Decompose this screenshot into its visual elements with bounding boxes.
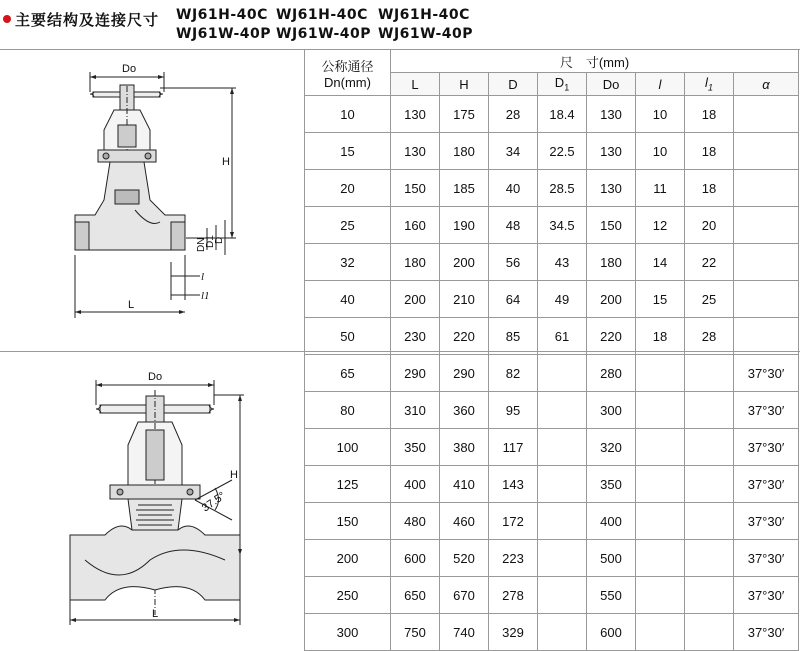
cell-alpha (734, 96, 799, 133)
cell-l1: 18 (685, 133, 734, 170)
cell-alpha: 37°30′ (734, 577, 799, 614)
cell-L: 230 (391, 318, 440, 355)
cell-l: 14 (636, 244, 685, 281)
cell-D: 143 (489, 466, 538, 503)
cell-dn: 50 (305, 318, 391, 355)
col-header-l1: $l_1$ (685, 73, 734, 96)
cell-alpha (734, 133, 799, 170)
cell-H: 460 (440, 503, 489, 540)
cell-dn: 25 (305, 207, 391, 244)
cell-Do: 220 (587, 318, 636, 355)
cell-D: 48 (489, 207, 538, 244)
cell-L: 130 (391, 133, 440, 170)
cell-l1 (685, 503, 734, 540)
cell-L: 130 (391, 96, 440, 133)
cell-Do: 130 (587, 133, 636, 170)
cell-D: 64 (489, 281, 538, 318)
cell-Do: 180 (587, 244, 636, 281)
cell-alpha: 37°30′ (734, 466, 799, 503)
cell-D1: 28.5 (538, 170, 587, 207)
size-header: 尺 寸(mm) (391, 50, 799, 73)
table-row (305, 170, 799, 207)
table-row (305, 429, 799, 466)
cell-L: 200 (391, 281, 440, 318)
dn-unit: Dn(mm) (324, 74, 371, 90)
cell-dn: 250 (305, 577, 391, 614)
cell-dn: 40 (305, 281, 391, 318)
cell-alpha: 37°30′ (734, 614, 799, 651)
cell-D: 172 (489, 503, 538, 540)
cell-H: 190 (440, 207, 489, 244)
dim-label-l: l (201, 271, 205, 283)
cell-alpha: 37°30′ (734, 429, 799, 466)
cell-dn: 125 (305, 466, 391, 503)
cell-l: 10 (636, 96, 685, 133)
cell-alpha: 37°30′ (734, 355, 799, 392)
cell-D1 (538, 392, 587, 429)
cell-D: 34 (489, 133, 538, 170)
cell-H: 185 (440, 170, 489, 207)
cell-D1: 18.4 (538, 96, 587, 133)
cell-l1: 18 (685, 96, 734, 133)
cell-l (636, 429, 685, 466)
model-code: WJ61H-40C (276, 7, 368, 23)
cell-L: 650 (391, 577, 440, 614)
cell-D1: 34.5 (538, 207, 587, 244)
table-row (305, 355, 799, 392)
dim-label-l-length: L (128, 299, 135, 311)
cell-D: 40 (489, 170, 538, 207)
cell-D: 278 (489, 577, 538, 614)
dim-label-l-large: L (152, 608, 159, 620)
cell-L: 310 (391, 392, 440, 429)
model-code: WJ61H-40C (378, 7, 470, 23)
cell-D: 223 (489, 540, 538, 577)
cell-l1: 25 (685, 281, 734, 318)
cell-D1 (538, 614, 587, 651)
cell-l1 (685, 429, 734, 466)
col-header-H: H (440, 73, 489, 96)
cell-D1: 43 (538, 244, 587, 281)
cell-L: 480 (391, 503, 440, 540)
cell-Do: 130 (587, 170, 636, 207)
cell-H: 220 (440, 318, 489, 355)
cell-Do: 280 (587, 355, 636, 392)
cell-H: 180 (440, 133, 489, 170)
cell-Do: 150 (587, 207, 636, 244)
cell-D1 (538, 355, 587, 392)
table-row (305, 503, 799, 540)
cell-l: 10 (636, 133, 685, 170)
cell-alpha (734, 170, 799, 207)
cell-l: 11 (636, 170, 685, 207)
dim-label-angle: 37.5° (199, 489, 228, 515)
cell-l1 (685, 355, 734, 392)
cell-D1 (538, 540, 587, 577)
cell-dn: 200 (305, 540, 391, 577)
cell-L: 350 (391, 429, 440, 466)
cell-D1 (538, 577, 587, 614)
cell-l1: 18 (685, 170, 734, 207)
cell-dn: 20 (305, 170, 391, 207)
cell-l (636, 577, 685, 614)
model-code: WJ61W-40P (276, 26, 372, 42)
cell-L: 750 (391, 614, 440, 651)
dim-label-d1: D1 (205, 235, 216, 248)
cell-l1: 20 (685, 207, 734, 244)
cell-Do: 600 (587, 614, 636, 651)
col-header-l: l (636, 73, 685, 96)
col-header-Do: Do (587, 73, 636, 96)
cell-H: 290 (440, 355, 489, 392)
cell-alpha (734, 281, 799, 318)
cell-alpha: 37°30′ (734, 392, 799, 429)
dim-label-do: Do (122, 63, 137, 75)
cell-dn: 80 (305, 392, 391, 429)
cell-dn: 32 (305, 244, 391, 281)
table-row (305, 318, 799, 355)
cell-D: 329 (489, 614, 538, 651)
cell-D1: 61 (538, 318, 587, 355)
cell-D1: 49 (538, 281, 587, 318)
cell-Do: 300 (587, 392, 636, 429)
cell-alpha: 37°30′ (734, 540, 799, 577)
cell-alpha (734, 318, 799, 355)
dim-label-h: H (222, 156, 230, 168)
cell-H: 200 (440, 244, 489, 281)
cell-L: 400 (391, 466, 440, 503)
cell-l1 (685, 577, 734, 614)
cell-Do: 500 (587, 540, 636, 577)
cell-D: 117 (489, 429, 538, 466)
col-header-alpha: α (734, 73, 799, 96)
cell-dn: 15 (305, 133, 391, 170)
table-row (305, 207, 799, 244)
cell-L: 290 (391, 355, 440, 392)
cell-l (636, 466, 685, 503)
cell-H: 360 (440, 392, 489, 429)
cell-D: 85 (489, 318, 538, 355)
dim-label-dn: DN (196, 237, 207, 252)
table-row (305, 392, 799, 429)
dn-header-cell (305, 50, 391, 96)
table-row (305, 540, 799, 577)
col-header-D1: $D_1$ (538, 73, 587, 96)
cell-L: 150 (391, 170, 440, 207)
table-row (305, 96, 799, 133)
dim-label-l1: l1 (201, 290, 210, 302)
cell-H: 210 (440, 281, 489, 318)
table-row (305, 133, 799, 170)
cell-L: 180 (391, 244, 440, 281)
cell-L: 600 (391, 540, 440, 577)
model-code: WJ61W-40P (378, 26, 474, 42)
model-code: WJ61W-40P (176, 26, 272, 42)
cell-H: 740 (440, 614, 489, 651)
cell-l1 (685, 466, 734, 503)
dim-label-do-large: Do (148, 371, 163, 383)
cell-D1 (538, 503, 587, 540)
cell-D1 (538, 466, 587, 503)
cell-dn: 65 (305, 355, 391, 392)
small-valve-drawing (75, 72, 236, 318)
cell-Do: 350 (587, 466, 636, 503)
cell-H: 175 (440, 96, 489, 133)
cell-l (636, 540, 685, 577)
cell-l (636, 614, 685, 651)
model-code: WJ61H-40C (176, 7, 268, 23)
cell-alpha (734, 207, 799, 244)
cell-l (636, 392, 685, 429)
col-header-L: L (391, 73, 440, 96)
col-header-D: D (489, 73, 538, 96)
cell-H: 410 (440, 466, 489, 503)
cell-l1: 28 (685, 318, 734, 355)
table-row (305, 577, 799, 614)
cell-l1 (685, 614, 734, 651)
cell-D: 82 (489, 355, 538, 392)
cell-alpha: 37°30′ (734, 503, 799, 540)
cell-l1 (685, 540, 734, 577)
table-row (305, 244, 799, 281)
cell-Do: 320 (587, 429, 636, 466)
dim-label-d: D (214, 236, 225, 244)
cell-D1: 22.5 (538, 133, 587, 170)
cell-H: 670 (440, 577, 489, 614)
cell-alpha (734, 244, 799, 281)
cell-l1 (685, 392, 734, 429)
cell-dn: 10 (305, 96, 391, 133)
dn-header: 公称通径 (321, 58, 374, 74)
table-row (305, 466, 799, 503)
cell-Do: 550 (587, 577, 636, 614)
cell-L: 160 (391, 207, 440, 244)
dimension-table (304, 49, 799, 651)
cell-dn: 150 (305, 503, 391, 540)
table-row (305, 614, 799, 651)
cell-D: 28 (489, 96, 538, 133)
cell-D1 (538, 429, 587, 466)
cell-l: 12 (636, 207, 685, 244)
valve-drawings (0, 0, 304, 651)
cell-l1: 22 (685, 244, 734, 281)
cell-D: 56 (489, 244, 538, 281)
cell-H: 380 (440, 429, 489, 466)
cell-dn: 100 (305, 429, 391, 466)
cell-Do: 200 (587, 281, 636, 318)
dim-label-h-large: H (230, 469, 238, 481)
cell-dn: 300 (305, 614, 391, 651)
cell-l (636, 503, 685, 540)
cell-D: 95 (489, 392, 538, 429)
section-title: 主要结构及连接尺寸 (15, 11, 160, 29)
cell-Do: 130 (587, 96, 636, 133)
cell-l: 18 (636, 318, 685, 355)
table-row (305, 281, 799, 318)
cell-H: 520 (440, 540, 489, 577)
cell-l (636, 355, 685, 392)
cell-Do: 400 (587, 503, 636, 540)
cell-l: 15 (636, 281, 685, 318)
